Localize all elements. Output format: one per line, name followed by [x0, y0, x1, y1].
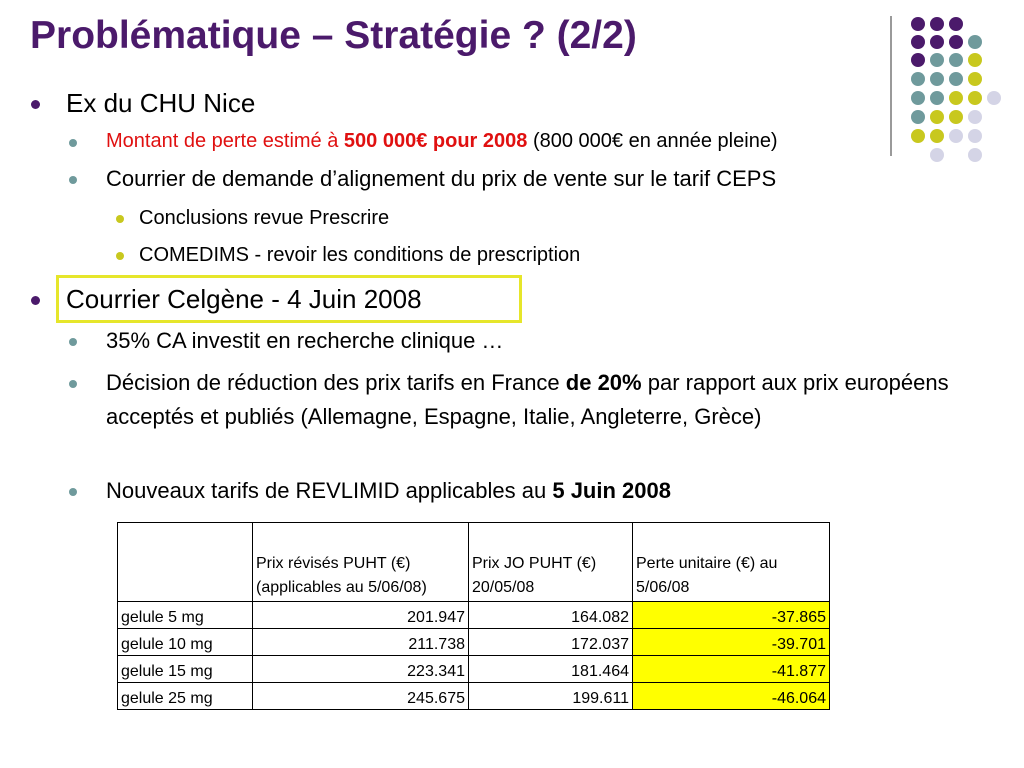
bullet-dot-icon: [69, 139, 77, 147]
table-row: [118, 629, 830, 656]
header-cell-jo-price: Prix JO PUHT (€) 20/05/08: [469, 523, 633, 602]
bullet-dot-icon: [69, 488, 77, 496]
unit-loss-value: -39.701: [633, 629, 830, 656]
bullet-dot-icon: [31, 296, 40, 305]
table-row: [118, 683, 830, 710]
bullet-text: 35% CA investit en recherche clinique …: [106, 328, 504, 353]
jo-price-value: 181.464: [469, 656, 633, 683]
loss-estimate-amount: 500 000€ pour 2008: [343, 130, 528, 152]
revised-price-value: 245.675: [253, 683, 469, 710]
row-label: gelule 25 mg: [118, 683, 253, 710]
bullet-dot-icon: [69, 380, 77, 388]
jo-price-value: 199.611: [469, 683, 633, 710]
table-row: [118, 656, 830, 683]
tariffs-date: 5 Juin 2008: [552, 478, 671, 503]
bullet-dot-icon: [69, 176, 77, 184]
bullet-text: [106, 130, 778, 153]
row-label: gelule 5 mg: [118, 602, 253, 629]
revised-price-value: 223.341: [253, 656, 469, 683]
bullet-text: COMEDIMS - revoir les conditions de prescription: [139, 244, 581, 266]
bullet-text: [106, 478, 671, 504]
header-cell-revised-price: Prix révisés PUHT (€) (applicables au 5/06/08): [253, 523, 469, 602]
loss-estimate-suffix: (800 000€ en année pleine): [527, 130, 778, 152]
bullet-text: Conclusions revue Prescrire: [139, 207, 390, 229]
header-cell-empty: [118, 523, 253, 602]
revised-price-value: 201.947: [253, 602, 469, 629]
unit-loss-value: -46.064: [633, 683, 830, 710]
table-row: [118, 602, 830, 629]
jo-price-value: 172.037: [469, 629, 633, 656]
bullet-decision-reduction-text: [106, 366, 976, 434]
bullet-text: Courrier de demande d’alignement du prix de vente sur le tarif CEPS: [106, 166, 777, 191]
bullet-dot-icon: [31, 100, 40, 109]
table-header-row: [118, 523, 830, 602]
bullet-text: Courrier Celgène - 4 Juin 2008: [66, 284, 422, 314]
loss-estimate-prefix: Montant de perte estimé à: [106, 130, 344, 152]
reduction-percent: de 20%: [565, 370, 642, 395]
bullet-dot-icon: [116, 215, 124, 223]
header-cell-unit-loss: Perte unitaire (€) au 5/06/08: [633, 523, 830, 602]
revised-price-value: 211.738: [253, 629, 469, 656]
unit-loss-value: -37.865: [633, 602, 830, 629]
price-table: [117, 522, 830, 710]
bullet-dot-icon: [116, 252, 124, 260]
jo-price-value: 164.082: [469, 602, 633, 629]
row-label: gelule 10 mg: [118, 629, 253, 656]
reduction-prefix: Décision de réduction des prix tarifs en France: [106, 370, 566, 395]
slide-title: Problématique – Stratégie ? (2/2): [30, 14, 637, 57]
bullet-text: Ex du CHU Nice: [66, 88, 256, 118]
row-label: gelule 15 mg: [118, 656, 253, 683]
bullet-dot-icon: [69, 338, 77, 346]
tariffs-prefix: Nouveaux tarifs de REVLIMID applicables au: [106, 478, 553, 503]
unit-loss-value: -41.877: [633, 656, 830, 683]
reduction-suffix: par rapport aux prix européens acceptés et publiés (Allemagne, Espagne, Italie, Angleterre, Grèce): [106, 370, 949, 429]
